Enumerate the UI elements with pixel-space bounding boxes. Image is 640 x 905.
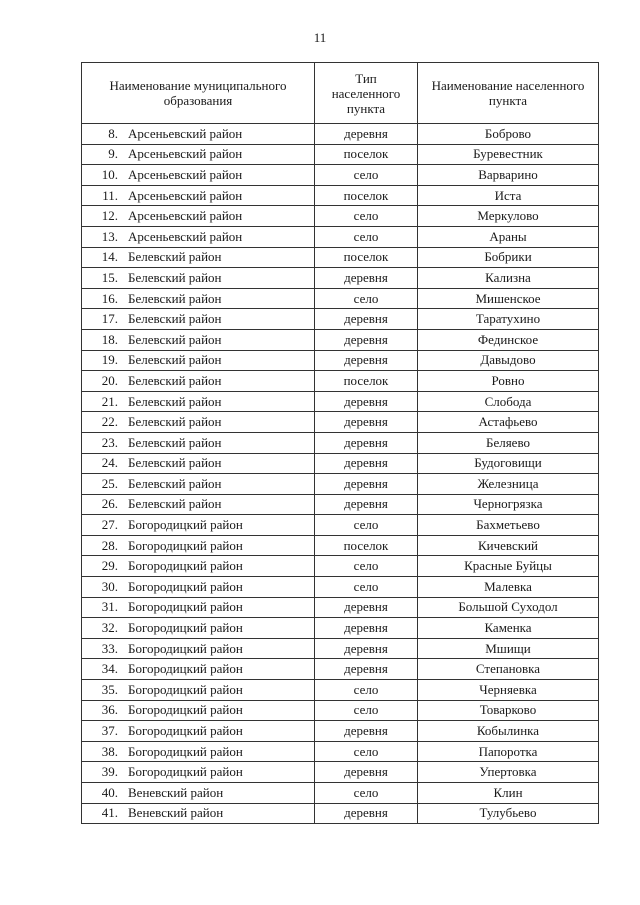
row-number: 13. xyxy=(101,228,118,244)
municipality-cell xyxy=(82,803,315,824)
municipality-cell xyxy=(82,226,315,247)
settlement-type-cell: деревня xyxy=(315,494,418,515)
settlement-name-cell: Железница xyxy=(418,474,599,495)
settlement-type-cell: село xyxy=(315,206,418,227)
row-number: 29. xyxy=(101,558,118,574)
row-number: 24. xyxy=(101,455,118,471)
table-row xyxy=(82,700,599,721)
settlement-name-cell: Клин xyxy=(418,783,599,804)
municipality-cell xyxy=(82,700,315,721)
table-row xyxy=(82,535,599,556)
table-row xyxy=(82,432,599,453)
page-number: 11 xyxy=(313,30,327,45)
settlement-name-cell: Малевка xyxy=(418,577,599,598)
row-number: 11. xyxy=(102,187,118,203)
municipality-name: Богородицкий район xyxy=(128,723,243,739)
municipality-name: Арсеньевский район xyxy=(128,146,243,162)
municipality-name: Белевский район xyxy=(128,331,222,347)
municipality-name: Белевский район xyxy=(128,434,222,450)
municipality-name: Арсеньевский район xyxy=(128,187,243,203)
municipality-name: Богородицкий район xyxy=(128,661,243,677)
settlement-name-cell: Иста xyxy=(418,185,599,206)
row-number: 39. xyxy=(101,764,118,780)
municipality-cell xyxy=(82,597,315,618)
municipality-cell xyxy=(82,206,315,227)
row-number: 17. xyxy=(101,311,118,327)
settlement-name-cell: Упертовка xyxy=(418,762,599,783)
table-row xyxy=(82,515,599,536)
settlement-name-cell: Астафьево xyxy=(418,412,599,433)
municipality-cell xyxy=(82,309,315,330)
settlement-name-cell: Кализна xyxy=(418,268,599,289)
municipality-name: Белевский район xyxy=(128,290,222,306)
settlement-type-cell: село xyxy=(315,577,418,598)
row-number: 41. xyxy=(101,805,118,821)
settlement-type-cell: поселок xyxy=(315,371,418,392)
municipality-name: Веневский район xyxy=(128,805,224,821)
municipality-cell xyxy=(82,535,315,556)
settlement-name-cell: Таратухино xyxy=(418,309,599,330)
settlement-type-cell: село xyxy=(315,700,418,721)
municipality-cell xyxy=(82,391,315,412)
table-row xyxy=(82,144,599,165)
settlement-type-cell: село xyxy=(315,165,418,186)
header-settlement-name: Наименование населенного пункта xyxy=(418,63,599,124)
row-number: 34. xyxy=(101,661,118,677)
settlement-name-cell: Араны xyxy=(418,226,599,247)
municipality-cell xyxy=(82,329,315,350)
table-row xyxy=(82,412,599,433)
settlement-type-cell: село xyxy=(315,783,418,804)
table-row xyxy=(82,597,599,618)
municipality-name: Белевский район xyxy=(128,475,222,491)
settlement-name-cell: Будоговищи xyxy=(418,453,599,474)
settlement-name-cell: Степановка xyxy=(418,659,599,680)
settlement-type-cell: село xyxy=(315,288,418,309)
row-number: 15. xyxy=(101,269,118,285)
municipality-name: Белевский район xyxy=(128,372,222,388)
municipality-name: Богородицкий район xyxy=(128,620,243,636)
row-number: 10. xyxy=(101,166,118,182)
row-number: 40. xyxy=(101,784,118,800)
municipality-cell xyxy=(82,165,315,186)
table-row xyxy=(82,803,599,824)
row-number: 19. xyxy=(101,352,118,368)
municipality-name: Белевский район xyxy=(128,455,222,471)
settlement-type-cell: поселок xyxy=(315,185,418,206)
settlement-name-cell: Товарково xyxy=(418,700,599,721)
table-row xyxy=(82,350,599,371)
table-row xyxy=(82,124,599,145)
settlement-type-cell: село xyxy=(315,741,418,762)
municipality-name: Веневский район xyxy=(128,784,224,800)
settlement-type-cell: деревня xyxy=(315,391,418,412)
municipality-cell xyxy=(82,185,315,206)
table-row xyxy=(82,288,599,309)
settlement-type-cell: деревня xyxy=(315,638,418,659)
municipality-name: Белевский район xyxy=(128,249,222,265)
settlement-name-cell: Бахметьево xyxy=(418,515,599,536)
table-row xyxy=(82,185,599,206)
row-number: 26. xyxy=(101,496,118,512)
settlement-type-cell: село xyxy=(315,556,418,577)
settlement-name-cell: Беляево xyxy=(418,432,599,453)
settlement-type-cell: деревня xyxy=(315,350,418,371)
row-number: 9. xyxy=(108,146,118,162)
table-row xyxy=(82,783,599,804)
settlement-name-cell: Большой Суходол xyxy=(418,597,599,618)
table-row xyxy=(82,659,599,680)
settlement-name-cell: Каменка xyxy=(418,618,599,639)
municipality-name: Богородицкий район xyxy=(128,599,243,615)
municipality-cell xyxy=(82,659,315,680)
settlements-table xyxy=(81,62,599,824)
municipality-cell xyxy=(82,124,315,145)
settlement-type-cell: деревня xyxy=(315,432,418,453)
row-number: 32. xyxy=(101,620,118,636)
row-number: 35. xyxy=(101,681,118,697)
row-number: 22. xyxy=(101,414,118,430)
table-row xyxy=(82,638,599,659)
municipality-cell xyxy=(82,268,315,289)
row-number: 31. xyxy=(101,599,118,615)
municipality-cell xyxy=(82,556,315,577)
municipality-cell xyxy=(82,638,315,659)
table-row xyxy=(82,371,599,392)
municipality-name: Белевский район xyxy=(128,352,222,368)
municipality-name: Арсеньевский район xyxy=(128,166,243,182)
settlement-name-cell: Меркулово xyxy=(418,206,599,227)
table-row xyxy=(82,329,599,350)
municipality-cell xyxy=(82,577,315,598)
municipality-cell xyxy=(82,741,315,762)
settlement-type-cell: село xyxy=(315,515,418,536)
settlement-name-cell: Кичевский xyxy=(418,535,599,556)
settlement-type-cell: деревня xyxy=(315,659,418,680)
municipality-name: Богородицкий район xyxy=(128,764,243,780)
settlement-type-cell: деревня xyxy=(315,803,418,824)
municipality-name: Богородицкий район xyxy=(128,578,243,594)
settlement-type-cell: деревня xyxy=(315,124,418,145)
municipality-cell xyxy=(82,247,315,268)
row-number: 30. xyxy=(101,578,118,594)
municipality-name: Богородицкий район xyxy=(128,517,243,533)
settlement-name-cell: Папоротка xyxy=(418,741,599,762)
settlement-type-cell: деревня xyxy=(315,329,418,350)
municipality-name: Арсеньевский район xyxy=(128,208,243,224)
settlement-name-cell: Мшищи xyxy=(418,638,599,659)
municipality-cell xyxy=(82,721,315,742)
municipality-name: Арсеньевский район xyxy=(128,228,243,244)
settlement-type-cell: деревня xyxy=(315,762,418,783)
table-row xyxy=(82,721,599,742)
row-number: 8. xyxy=(108,125,118,141)
table-row xyxy=(82,577,599,598)
municipality-name: Белевский район xyxy=(128,496,222,512)
municipality-cell xyxy=(82,412,315,433)
settlement-type-cell: село xyxy=(315,680,418,701)
row-number: 33. xyxy=(101,640,118,656)
settlement-type-cell: деревня xyxy=(315,721,418,742)
row-number: 20. xyxy=(101,372,118,388)
municipality-name: Белевский район xyxy=(128,311,222,327)
header-municipality: Наименование муниципального образования xyxy=(82,63,315,124)
table-row xyxy=(82,556,599,577)
table-row xyxy=(82,226,599,247)
table-header-row xyxy=(82,63,599,124)
municipality-name: Белевский район xyxy=(128,269,222,285)
municipality-name: Богородицкий район xyxy=(128,702,243,718)
municipality-cell xyxy=(82,783,315,804)
table-row xyxy=(82,474,599,495)
table-row xyxy=(82,494,599,515)
table-row xyxy=(82,680,599,701)
municipality-cell xyxy=(82,680,315,701)
settlement-name-cell: Мишенское xyxy=(418,288,599,309)
settlement-type-cell: поселок xyxy=(315,535,418,556)
municipality-name: Богородицкий район xyxy=(128,537,243,553)
row-number: 37. xyxy=(101,723,118,739)
municipality-cell xyxy=(82,494,315,515)
table-row xyxy=(82,206,599,227)
municipality-cell xyxy=(82,453,315,474)
municipality-name: Белевский район xyxy=(128,414,222,430)
table-body xyxy=(82,124,599,824)
settlement-name-cell: Давыдово xyxy=(418,350,599,371)
municipality-cell xyxy=(82,371,315,392)
municipality-name: Богородицкий район xyxy=(128,558,243,574)
settlement-name-cell: Буревестник xyxy=(418,144,599,165)
row-number: 18. xyxy=(101,331,118,347)
row-number: 14. xyxy=(101,249,118,265)
settlement-name-cell: Красные Буйцы xyxy=(418,556,599,577)
settlement-type-cell: деревня xyxy=(315,412,418,433)
row-number: 16. xyxy=(101,290,118,306)
municipality-cell xyxy=(82,762,315,783)
municipality-cell xyxy=(82,474,315,495)
municipality-name: Арсеньевский район xyxy=(128,125,243,141)
row-number: 38. xyxy=(101,743,118,759)
row-number: 21. xyxy=(101,393,118,409)
settlement-name-cell: Тулубьево xyxy=(418,803,599,824)
table-row xyxy=(82,391,599,412)
row-number: 36. xyxy=(101,702,118,718)
row-number: 23. xyxy=(101,434,118,450)
settlement-name-cell: Слобода xyxy=(418,391,599,412)
settlement-type-cell: деревня xyxy=(315,597,418,618)
settlement-name-cell: Боброво xyxy=(418,124,599,145)
settlement-type-cell: деревня xyxy=(315,453,418,474)
table-row xyxy=(82,453,599,474)
settlement-type-cell: деревня xyxy=(315,268,418,289)
settlement-type-cell: поселок xyxy=(315,247,418,268)
settlement-name-cell: Черногрязка xyxy=(418,494,599,515)
table-row xyxy=(82,268,599,289)
settlement-name-cell: Кобылинка xyxy=(418,721,599,742)
table-row xyxy=(82,618,599,639)
settlement-name-cell: Ровно xyxy=(418,371,599,392)
row-number: 25. xyxy=(101,475,118,491)
header-settlement-type: Тип населенного пункта xyxy=(315,63,418,124)
settlement-name-cell: Фединское xyxy=(418,329,599,350)
settlement-type-cell: деревня xyxy=(315,474,418,495)
settlement-name-cell: Бобрики xyxy=(418,247,599,268)
settlement-name-cell: Варварино xyxy=(418,165,599,186)
settlement-name-cell: Черняевка xyxy=(418,680,599,701)
municipality-cell xyxy=(82,618,315,639)
settlement-type-cell: село xyxy=(315,226,418,247)
table-row xyxy=(82,247,599,268)
table-row xyxy=(82,165,599,186)
table-row xyxy=(82,762,599,783)
municipality-cell xyxy=(82,144,315,165)
settlement-type-cell: деревня xyxy=(315,618,418,639)
row-number: 28. xyxy=(101,537,118,553)
municipality-cell xyxy=(82,515,315,536)
municipality-name: Богородицкий район xyxy=(128,681,243,697)
settlement-type-cell: поселок xyxy=(315,144,418,165)
municipality-cell xyxy=(82,432,315,453)
municipality-cell xyxy=(82,288,315,309)
municipality-name: Богородицкий район xyxy=(128,743,243,759)
municipality-name: Белевский район xyxy=(128,393,222,409)
table-row xyxy=(82,741,599,762)
row-number: 27. xyxy=(101,517,118,533)
settlement-type-cell: деревня xyxy=(315,309,418,330)
table-row xyxy=(82,309,599,330)
municipality-name: Богородицкий район xyxy=(128,640,243,656)
municipality-cell xyxy=(82,350,315,371)
row-number: 12. xyxy=(101,208,118,224)
